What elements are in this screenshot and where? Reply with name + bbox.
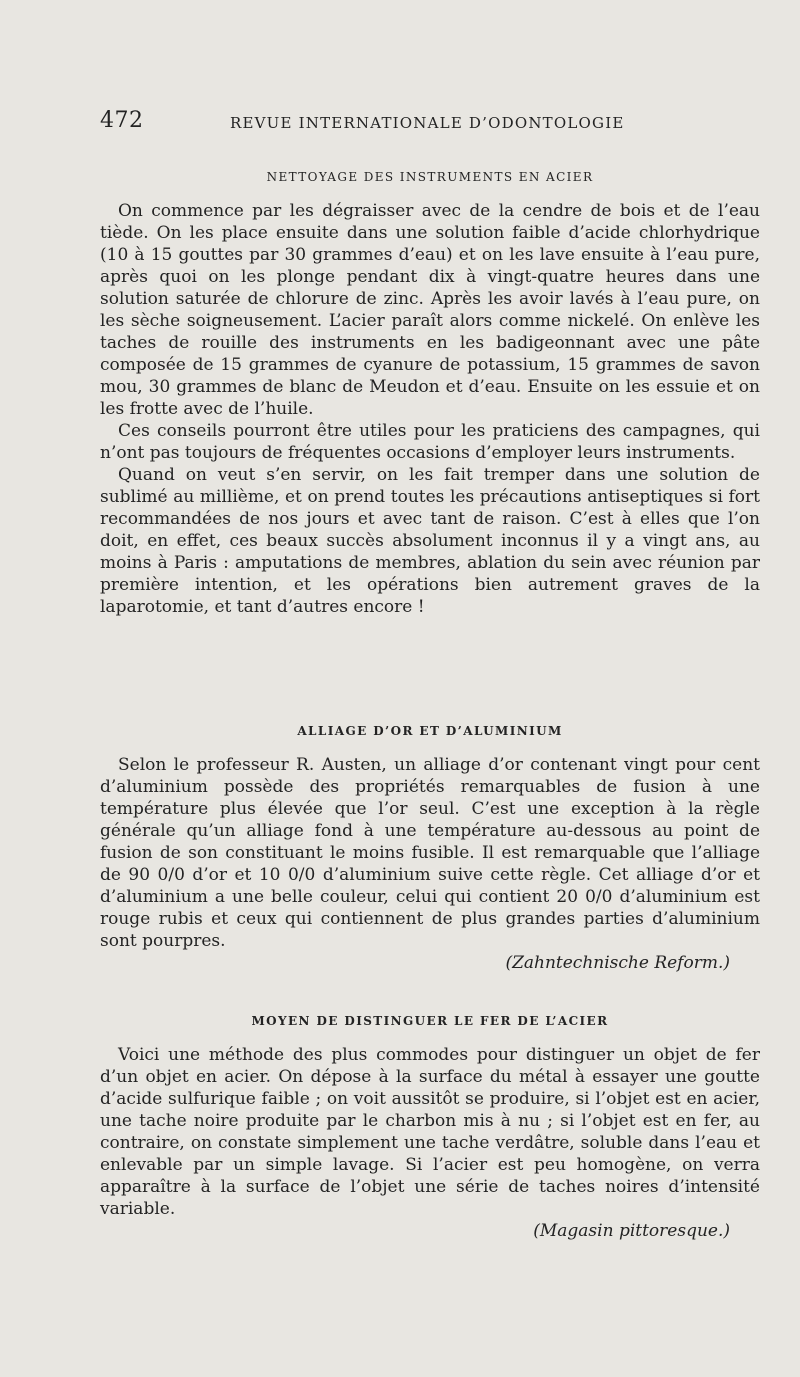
paragraph: Voici une méthode des plus commodes pour distinguer un objet de fer d’un objet en acier. On dépose à la surface du métal à essayer une goutte d’acide sulfurique faible ; on voit aussitôt se produire, si l’objet est en acier, une tache noire produite par le charbon mis à nu ; si l’objet est en fer, au contraire, on constate simplement une tache verdâtre, soluble dans l’eau et enlevable par un simple lavage. Si l’acier est peu homogène, on verra apparaître à la surface de l’objet une série de taches noires d’intensité variable. [100, 1045, 760, 1219]
source-citation: (Zahntechnische Reform.) [505, 953, 730, 973]
source-citation: (Magasin pittoresque.) [533, 1221, 730, 1241]
running-head: REVUE INTERNATIONALE D’ODONTOLOGIE [230, 114, 625, 132]
paragraph: Quand on veut s’en servir, on les fait tremper dans une solution de sublimé au millième, et on prend toutes les précautions antiseptiques si fort recommandées de nos jours et avec tant de raison. C’est à elles que l’on doit, en effet, ces beaux succès absolument inconnus il y a vingt ans, au moins à Paris : amputations de membres, ablation du sein avec réunion par première intention, et les opérations bien autrement graves de la laparotomie, et tant d’autres encore ! [100, 465, 760, 617]
section-title: MOYEN DE DISTINGUER LE FER DE L’ACIER [251, 1014, 609, 1028]
paragraph: On commence par les dégraisser avec de la cendre de bois et de l’eau tiède. On les place ensuite dans une solution faible d’acide chlorhydrique (10 à 15 gouttes par 30 grammes d’eau) et on les lave ensuite à l’eau pure, après quoi on les plonge pendant dix à vingt-quatre heures dans une solution saturée de chlorure de zinc. Après les avoir lavés à l’eau pure, on les sèche soigneusement. L’acier paraît alors comme nickelé. On enlève les taches de rouille des instruments en les badigeonnant avec une pâte composée de 15 grammes de cyanure de potassium, 15 grammes de savon mou, 30 grammes de blanc de Meudon et d’eau. Ensuite on les essuie et on les frotte avec de l’huile. [100, 201, 760, 419]
paragraph: Selon le professeur R. Austen, un alliage d’or contenant vingt pour cent d’aluminium possède des propriétés remarquables de fusion à une température plus élevée que l’or seul. C’est une exception à la règle générale qu’un alliage fond à une température au-dessous au point de fusion de son constituant le moins fusible. Il est remarquable que l’alliage de 90 0/0 d’or et 10 0/0 d’aluminium suive cette règle. Cet alliage d’or et d’aluminium a une belle couleur, celui qui contient 20 0/0 d’aluminium est rouge rubis et ceux qui contiennent de plus grandes parties d’aluminium sont pourpres. [100, 755, 760, 951]
section-fer-acier [100, 1014, 760, 1242]
page-number: 472 [100, 108, 144, 133]
section-title: ALLIAGE D’OR ET D’ALUMINIUM [297, 724, 563, 738]
paragraph: Ces conseils pourront être utiles pour les praticiens des campagnes, qui n’ont pas toujours de fréquentes occasions d’employer leurs instruments. [100, 421, 760, 463]
section-alliage [100, 724, 760, 974]
section-nettoyage [100, 170, 760, 618]
section-title: NETTOYAGE DES INSTRUMENTS EN ACIER [266, 170, 594, 184]
page-header [100, 108, 760, 138]
